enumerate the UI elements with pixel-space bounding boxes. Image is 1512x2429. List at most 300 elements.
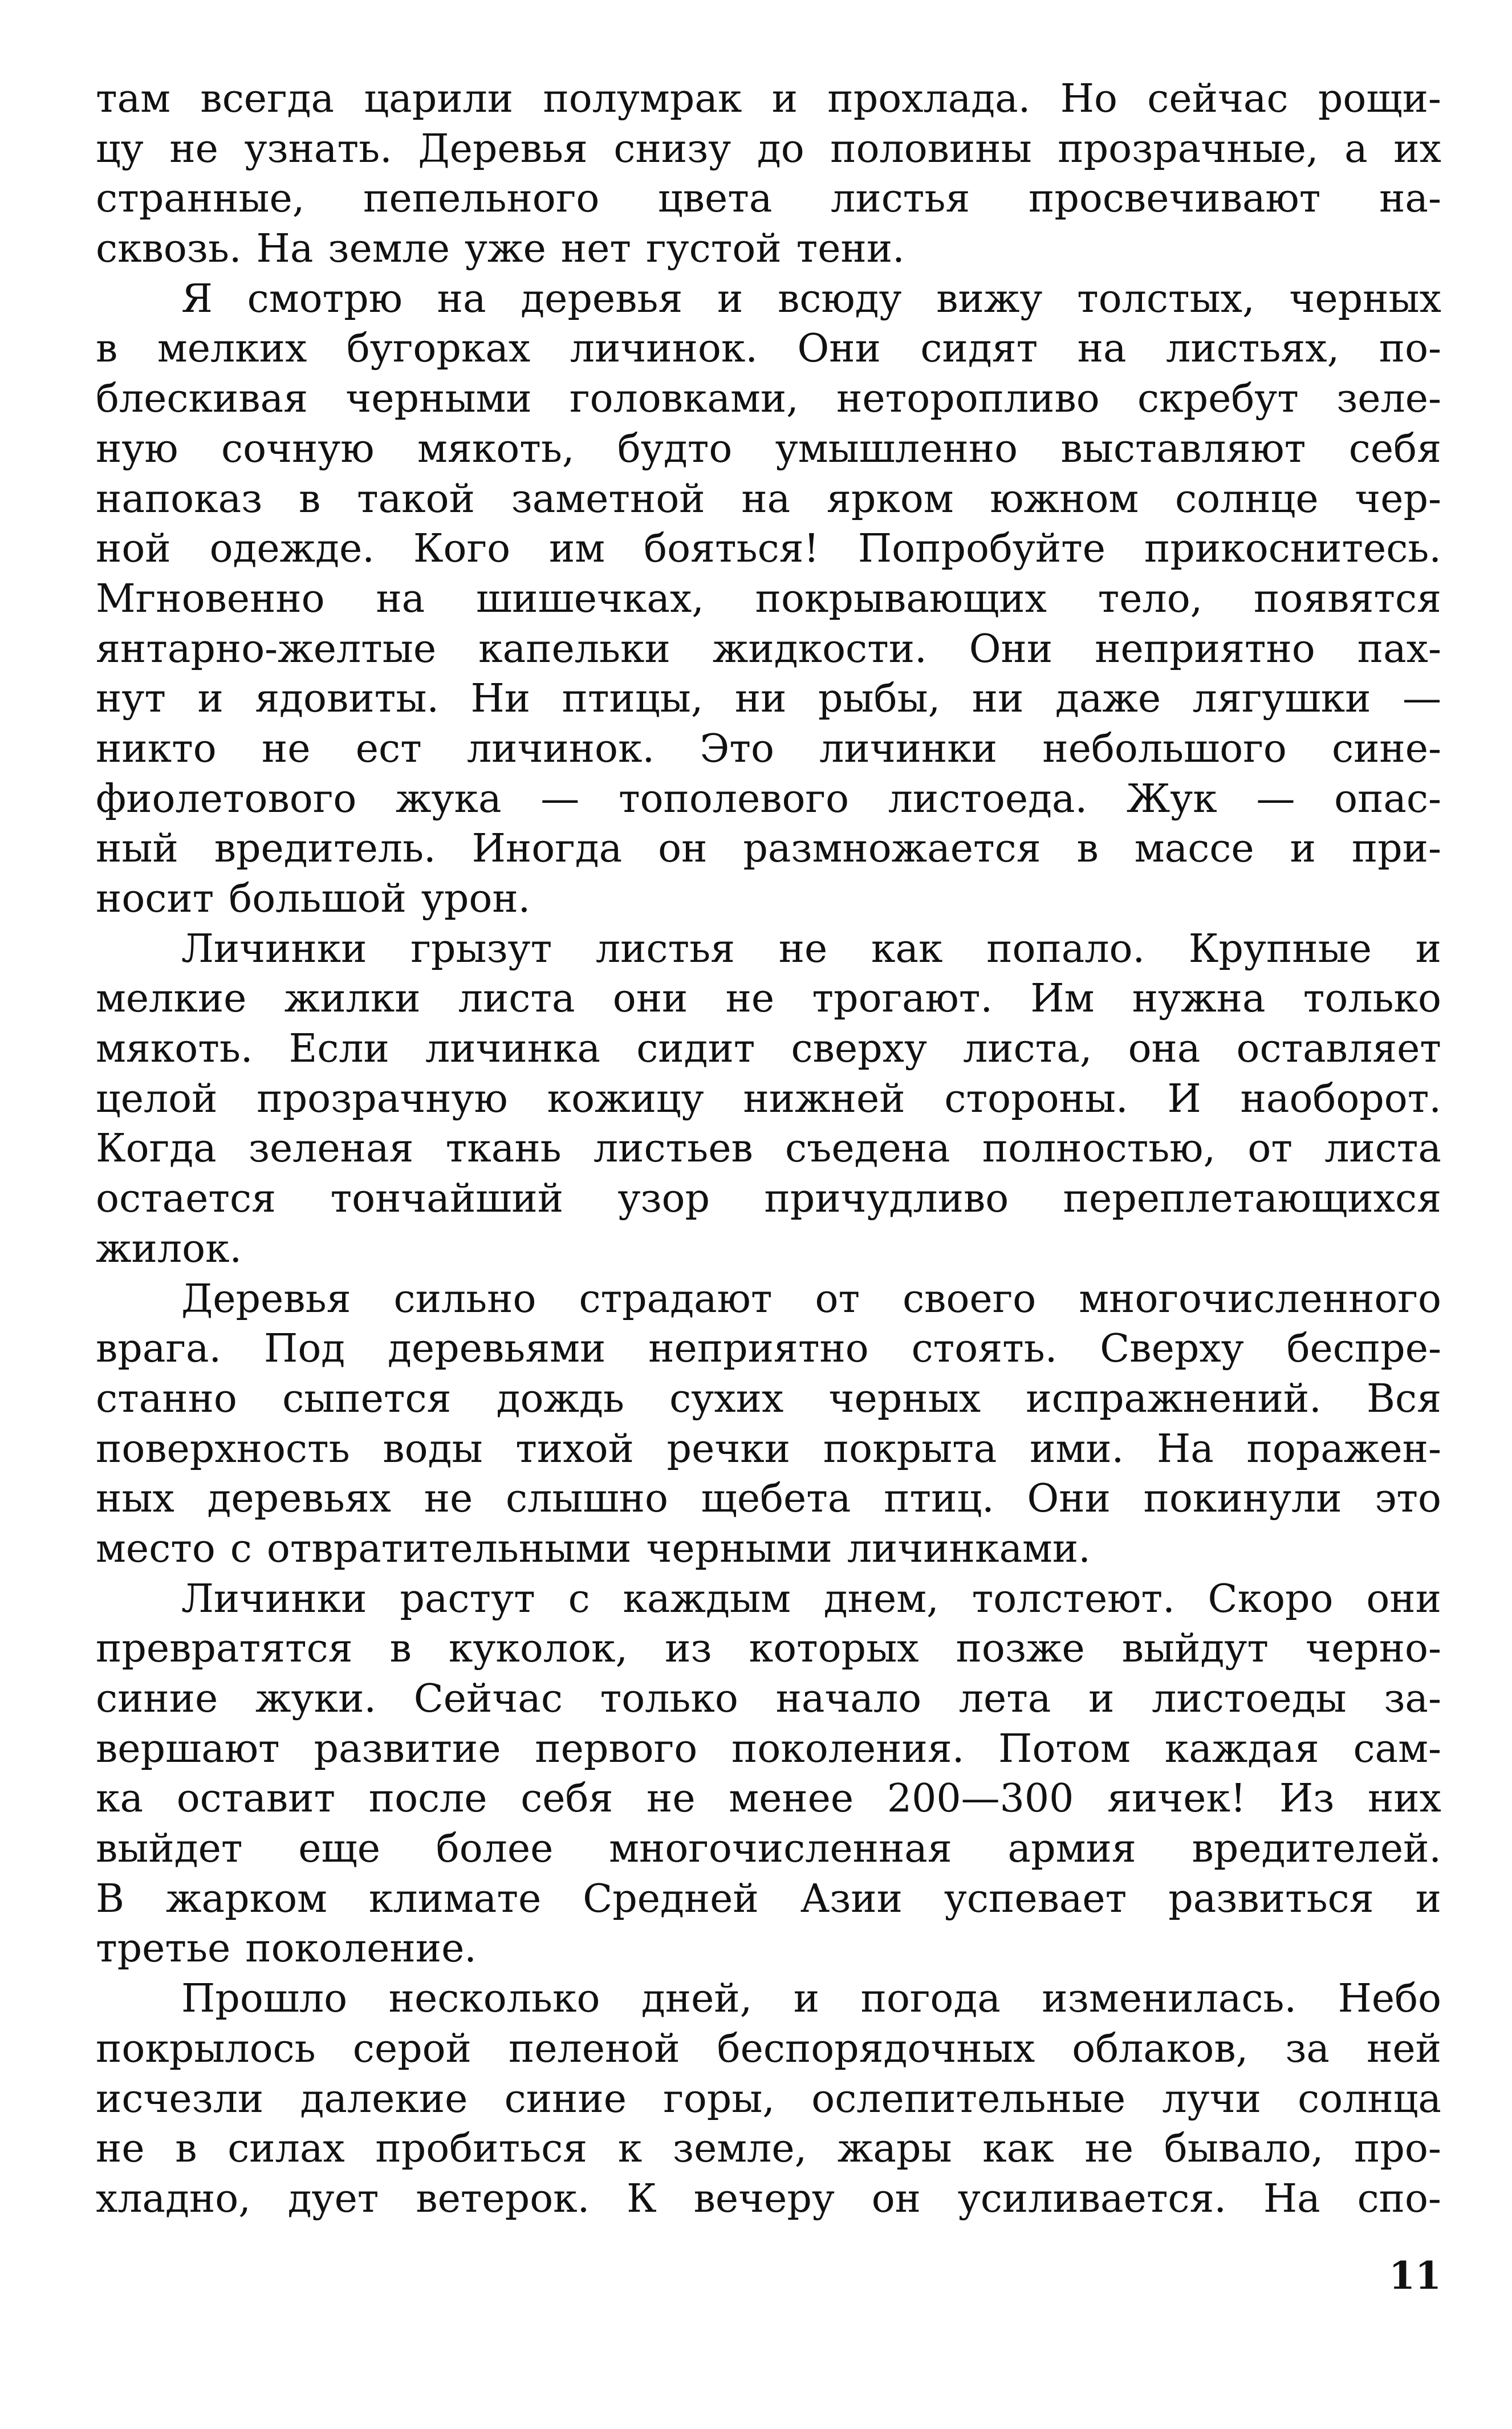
word: личинка	[425, 1026, 601, 1072]
word: такой	[357, 476, 475, 522]
word: переплетающихся	[1063, 1176, 1441, 1222]
text-line	[96, 74, 1441, 124]
word: на	[376, 576, 425, 622]
word: многочисленного	[1079, 1276, 1441, 1322]
word: пеленой	[508, 2026, 680, 2071]
text-line	[96, 2174, 1441, 2224]
text-line	[96, 1474, 1441, 1524]
word: оставляет	[1236, 1026, 1441, 1072]
word: Личинки	[181, 1576, 367, 1622]
word: солнце	[1175, 476, 1319, 522]
word: сыпется	[282, 1376, 452, 1421]
word: большой	[229, 876, 407, 921]
word: выйдут	[1121, 1626, 1269, 1672]
word: бояться!	[644, 526, 819, 572]
word: только	[600, 1676, 738, 1721]
word: На	[1156, 1426, 1214, 1472]
word: серой	[352, 2026, 472, 2071]
word: их	[1393, 126, 1441, 172]
word: ный	[96, 826, 178, 872]
word: беспре-	[1286, 1326, 1441, 1372]
text-line	[96, 774, 1441, 824]
word: неторопливо	[836, 376, 1100, 422]
word: уже	[465, 226, 546, 272]
word: и	[771, 76, 798, 121]
word: тело,	[1098, 576, 1203, 622]
word: позже	[956, 1626, 1085, 1672]
word: листьях,	[1166, 326, 1340, 372]
word: узнать.	[244, 126, 392, 172]
word: дождь	[496, 1376, 624, 1421]
word: Если	[288, 1026, 389, 1072]
word: —	[1256, 776, 1295, 822]
word: деревья	[521, 276, 683, 322]
word: жарком	[165, 1876, 327, 1922]
word: начало	[775, 1676, 922, 1721]
word: далекие	[300, 2076, 468, 2122]
word: стороны.	[944, 1076, 1128, 1122]
word: толстеют.	[972, 1576, 1175, 1622]
word: и	[1415, 926, 1441, 972]
word: армия	[1007, 1826, 1136, 1872]
word: опас-	[1334, 776, 1441, 822]
word: пах-	[1357, 626, 1441, 672]
word: он	[871, 2176, 921, 2221]
text-line	[96, 1324, 1441, 1374]
word: птицы,	[562, 676, 704, 722]
word: вершают	[96, 1726, 280, 1772]
text-line	[96, 174, 1441, 224]
word: про-	[1354, 2126, 1441, 2172]
text-line	[96, 924, 1441, 974]
word: Они	[1027, 1476, 1111, 1522]
word: Деревья	[181, 1276, 351, 1322]
word: а	[1344, 126, 1368, 172]
text-line	[96, 1974, 1441, 2024]
word: Средней	[583, 1876, 759, 1922]
word: себя	[1348, 426, 1441, 472]
word: никто	[96, 726, 217, 771]
word: речки	[666, 1426, 791, 1472]
word: воды	[383, 1426, 483, 1472]
word: солнца	[1298, 2076, 1441, 2122]
text-line	[96, 1024, 1441, 1074]
word: Они	[797, 326, 881, 372]
word: это	[1375, 1476, 1441, 1522]
word: не	[261, 726, 311, 771]
word: тени.	[796, 226, 905, 272]
word: странные,	[96, 176, 305, 222]
word: развиться	[1168, 1876, 1374, 1922]
word: цу	[96, 126, 144, 172]
word: беспорядочных	[717, 2026, 1035, 2071]
word: жидкости.	[712, 626, 927, 672]
word: На	[256, 226, 314, 272]
text-line	[96, 1574, 1441, 1624]
word: за	[1285, 2026, 1330, 2071]
text-line	[96, 974, 1441, 1024]
word: ослепительные	[811, 2076, 1126, 2122]
word: Прошло	[181, 1976, 348, 2022]
word: массе	[1134, 826, 1254, 872]
word: мелкие	[96, 976, 247, 1022]
word: вредителей.	[1192, 1826, 1441, 1872]
word: зеленая	[248, 1126, 414, 1172]
word: съедена	[785, 1126, 950, 1172]
word: трогают.	[812, 976, 993, 1022]
book-page	[96, 74, 1441, 2355]
word: не	[1084, 2126, 1134, 2172]
word: чер-	[1355, 476, 1441, 522]
word: синие	[504, 2076, 627, 2122]
word: умышленно	[775, 426, 1018, 472]
word: личинки	[819, 726, 998, 771]
word: скребут	[1137, 376, 1299, 422]
word: спо-	[1357, 2176, 1441, 2221]
word: им	[548, 526, 605, 572]
word: целой	[96, 1076, 218, 1122]
word: вечеру	[693, 2176, 835, 2221]
text-line	[96, 1374, 1441, 1424]
word: более	[436, 1826, 554, 1872]
word: листа	[458, 976, 575, 1022]
text-line	[96, 1074, 1441, 1124]
word: полностью,	[982, 1126, 1216, 1172]
word: Крупные	[1188, 926, 1372, 972]
word: выйдет	[96, 1826, 243, 1872]
word: пепельного	[363, 176, 600, 222]
word: половины	[830, 126, 1032, 172]
word: ядовиты.	[255, 676, 439, 722]
word: успевает	[944, 1876, 1127, 1922]
word: одежде.	[209, 526, 375, 572]
word: с	[568, 1576, 590, 1622]
word: в	[96, 326, 118, 372]
text-line	[96, 1624, 1441, 1674]
text-line	[96, 1174, 1441, 1224]
word: жуки.	[255, 1676, 377, 1721]
word: поколение.	[245, 1926, 477, 1972]
word: станно	[96, 1376, 237, 1421]
word: они	[612, 976, 688, 1022]
word: на-	[1379, 176, 1441, 222]
word: ярком	[826, 476, 954, 522]
word: он	[658, 826, 708, 872]
word: Кого	[413, 526, 511, 572]
word: сам-	[1353, 1726, 1441, 1772]
word: янтарно-желтые	[96, 626, 437, 672]
word: место	[96, 1526, 216, 1571]
word: Мгновенно	[96, 576, 325, 622]
word: листа	[1324, 1126, 1441, 1172]
word: цвета	[658, 176, 773, 222]
word: ных	[96, 1476, 174, 1522]
word: 200—300	[887, 1776, 1074, 1822]
word: при-	[1351, 826, 1441, 872]
word: листоеды	[1152, 1676, 1347, 1721]
text-line	[96, 324, 1441, 374]
word: лучи	[1162, 2076, 1261, 2122]
word: прозрачную	[257, 1076, 508, 1122]
word: несколько	[388, 1976, 600, 2022]
word: Небо	[1338, 1976, 1441, 2022]
word: не	[725, 976, 775, 1022]
word: не	[169, 126, 218, 172]
word: нет	[560, 226, 632, 272]
word: страдают	[579, 1276, 773, 1322]
word: ную	[96, 426, 178, 472]
word: только	[1303, 976, 1441, 1022]
word: не	[96, 2126, 145, 2172]
word: покрыта	[823, 1426, 997, 1472]
word: силах	[227, 2126, 345, 2172]
word: сине-	[1332, 726, 1441, 771]
text-line	[96, 2024, 1441, 2074]
word: в	[389, 1626, 412, 1672]
word: мелких	[157, 326, 307, 372]
word: после	[368, 1776, 487, 1822]
word: толстых,	[1077, 276, 1255, 322]
word: вижу	[936, 276, 1043, 322]
word: нут	[96, 676, 166, 722]
word: ветерок.	[416, 2176, 590, 2221]
word: и	[197, 676, 223, 722]
word: листья	[595, 926, 735, 972]
word: личинок.	[570, 326, 758, 372]
word: тополевого	[618, 776, 850, 822]
text-line	[96, 1524, 1441, 1574]
text-line	[96, 824, 1441, 874]
word: растут	[400, 1576, 535, 1622]
word: смотрю	[247, 276, 403, 322]
word: мякоть.	[96, 1026, 253, 1072]
word: от	[815, 1276, 860, 1322]
word: третье	[96, 1926, 231, 1972]
word: слышно	[506, 1476, 668, 1522]
word: не	[647, 1776, 696, 1822]
word: вредитель.	[214, 826, 436, 872]
word: ни	[734, 676, 787, 722]
word: Деревья	[418, 126, 588, 172]
word: Попробуйте	[857, 526, 1106, 572]
word: Скоро	[1208, 1576, 1334, 1622]
word: царили	[364, 76, 514, 121]
word: блескивая	[96, 376, 308, 422]
word: напоказ	[96, 476, 263, 522]
word: Я	[181, 276, 213, 322]
word: как	[982, 2126, 1054, 2172]
word: нижней	[743, 1076, 905, 1122]
word: К	[627, 2176, 657, 2221]
word: погода	[860, 1976, 1001, 2022]
word: испражнений.	[1026, 1376, 1322, 1421]
word: до	[757, 126, 804, 172]
text-line	[96, 1774, 1441, 1824]
word: Но	[1060, 76, 1117, 121]
text-line	[96, 1924, 1441, 1974]
word: покрылось	[96, 2026, 316, 2071]
word: куколок,	[448, 1626, 628, 1672]
word: размножается	[743, 826, 1041, 872]
word: узор	[617, 1176, 710, 1222]
word: яичек!	[1107, 1776, 1246, 1822]
word: полумрак	[543, 76, 742, 121]
word: На	[1263, 2176, 1320, 2221]
word: будто	[617, 426, 733, 472]
word: зеле-	[1336, 376, 1441, 422]
text-line	[96, 1424, 1441, 1475]
word: синие	[96, 1676, 218, 1721]
word: листоеда.	[888, 776, 1088, 822]
text-line	[96, 1224, 1441, 1274]
word: них	[1367, 1776, 1441, 1822]
word: своего	[903, 1276, 1037, 1322]
word: заметной	[511, 476, 705, 522]
word: исчезли	[96, 2076, 264, 2122]
word: рощи-	[1318, 76, 1441, 121]
word: наоборот.	[1240, 1076, 1441, 1122]
word: фиолетового	[96, 776, 357, 822]
word: которых	[749, 1626, 919, 1672]
text-line	[96, 874, 1441, 924]
word: неприятно	[1095, 626, 1315, 672]
word: появятся	[1254, 576, 1441, 622]
word: Потом	[998, 1726, 1131, 1772]
word: грызут	[410, 926, 552, 972]
word: попало.	[986, 926, 1145, 972]
word: покинули	[1143, 1476, 1342, 1522]
text-line	[96, 724, 1441, 774]
word: жилки	[284, 976, 421, 1022]
text-line	[96, 1824, 1441, 1874]
word: ней	[1367, 2026, 1441, 2071]
word: головками,	[569, 376, 799, 422]
word: Иногда	[472, 826, 623, 872]
word: на	[741, 476, 791, 522]
word: бугорках	[346, 326, 531, 372]
word: жилок.	[96, 1226, 242, 1272]
word: к	[617, 2126, 643, 2172]
text-line	[96, 124, 1441, 174]
word: в	[298, 476, 321, 522]
word: каждая	[1164, 1726, 1319, 1772]
text-line	[96, 574, 1441, 624]
word: на	[437, 276, 486, 322]
word: покрывающих	[755, 576, 1047, 622]
text-line	[96, 524, 1441, 574]
word: В	[96, 1876, 124, 1922]
word: Это	[700, 726, 774, 771]
word: в	[175, 2126, 197, 2172]
word: Они	[969, 626, 1053, 672]
word: тихой	[515, 1426, 634, 1472]
word: прикоснитесь.	[1144, 526, 1441, 572]
word: просвечивают	[1029, 176, 1321, 222]
word: Им	[1030, 976, 1095, 1022]
word: хладно,	[96, 2176, 251, 2221]
word: ткань	[445, 1126, 562, 1172]
word: сидят	[920, 326, 1038, 372]
page-number: 11	[1389, 2253, 1441, 2298]
word: на	[1077, 326, 1127, 372]
word: капельки	[478, 626, 670, 672]
text-line	[96, 224, 1441, 274]
word: пробиться	[375, 2126, 588, 2172]
word: с	[230, 1526, 252, 1571]
word: и	[1088, 1676, 1115, 1721]
word: сейчас	[1147, 76, 1289, 121]
word: черных	[1289, 276, 1441, 322]
word: сочную	[221, 426, 375, 472]
word: отвратительными	[266, 1526, 632, 1571]
word: личинок.	[466, 726, 655, 771]
word: даже	[1055, 676, 1161, 722]
word: жука	[395, 776, 502, 822]
word: ими.	[1030, 1426, 1124, 1472]
word: там	[96, 76, 171, 121]
word: прохлада.	[827, 76, 1031, 121]
word: южном	[990, 476, 1139, 522]
word: она	[1128, 1026, 1201, 1072]
word: днем,	[823, 1576, 939, 1622]
word: жары	[837, 2126, 952, 2172]
word: всегда	[200, 76, 335, 121]
word: шишечках,	[475, 576, 704, 622]
word: деревьях	[207, 1476, 391, 1522]
word: ной	[96, 526, 171, 572]
word: Из	[1279, 1776, 1335, 1822]
word: еще	[298, 1826, 380, 1872]
word: земле	[328, 226, 450, 272]
word: из	[665, 1626, 712, 1672]
text-line	[96, 1724, 1441, 1774]
word: ни	[972, 676, 1024, 722]
word: птиц.	[884, 1476, 994, 1522]
text-line	[96, 374, 1441, 424]
word: прозрачные,	[1058, 126, 1319, 172]
word: климате	[368, 1876, 542, 1922]
word: поражен-	[1246, 1426, 1441, 1472]
word: Когда	[96, 1126, 217, 1172]
word: причудливо	[764, 1176, 1009, 1222]
word: черно-	[1306, 1626, 1441, 1672]
word: не	[424, 1476, 473, 1522]
word: лета	[958, 1676, 1051, 1721]
word: густой	[646, 226, 782, 272]
word: черными	[346, 376, 532, 422]
word: Вся	[1367, 1376, 1441, 1421]
word: небольшого	[1042, 726, 1287, 771]
word: щебета	[701, 1476, 851, 1522]
word: деревьями	[388, 1326, 606, 1372]
word: Под	[264, 1326, 346, 1372]
word: каждым	[623, 1576, 791, 1622]
word: первого	[535, 1726, 698, 1772]
word: по-	[1379, 326, 1441, 372]
word: черными	[646, 1526, 832, 1571]
word: превратятся	[96, 1626, 353, 1672]
word: ка	[96, 1776, 144, 1822]
word: и	[1415, 1876, 1441, 1922]
word: поколения.	[731, 1726, 965, 1772]
word: сухих	[669, 1376, 784, 1421]
word: земле,	[672, 2126, 807, 2172]
text-line	[96, 1124, 1441, 1174]
word: и	[793, 1976, 820, 2022]
word: —	[540, 776, 580, 822]
word: оставит	[176, 1776, 336, 1822]
word: —	[1402, 676, 1441, 722]
